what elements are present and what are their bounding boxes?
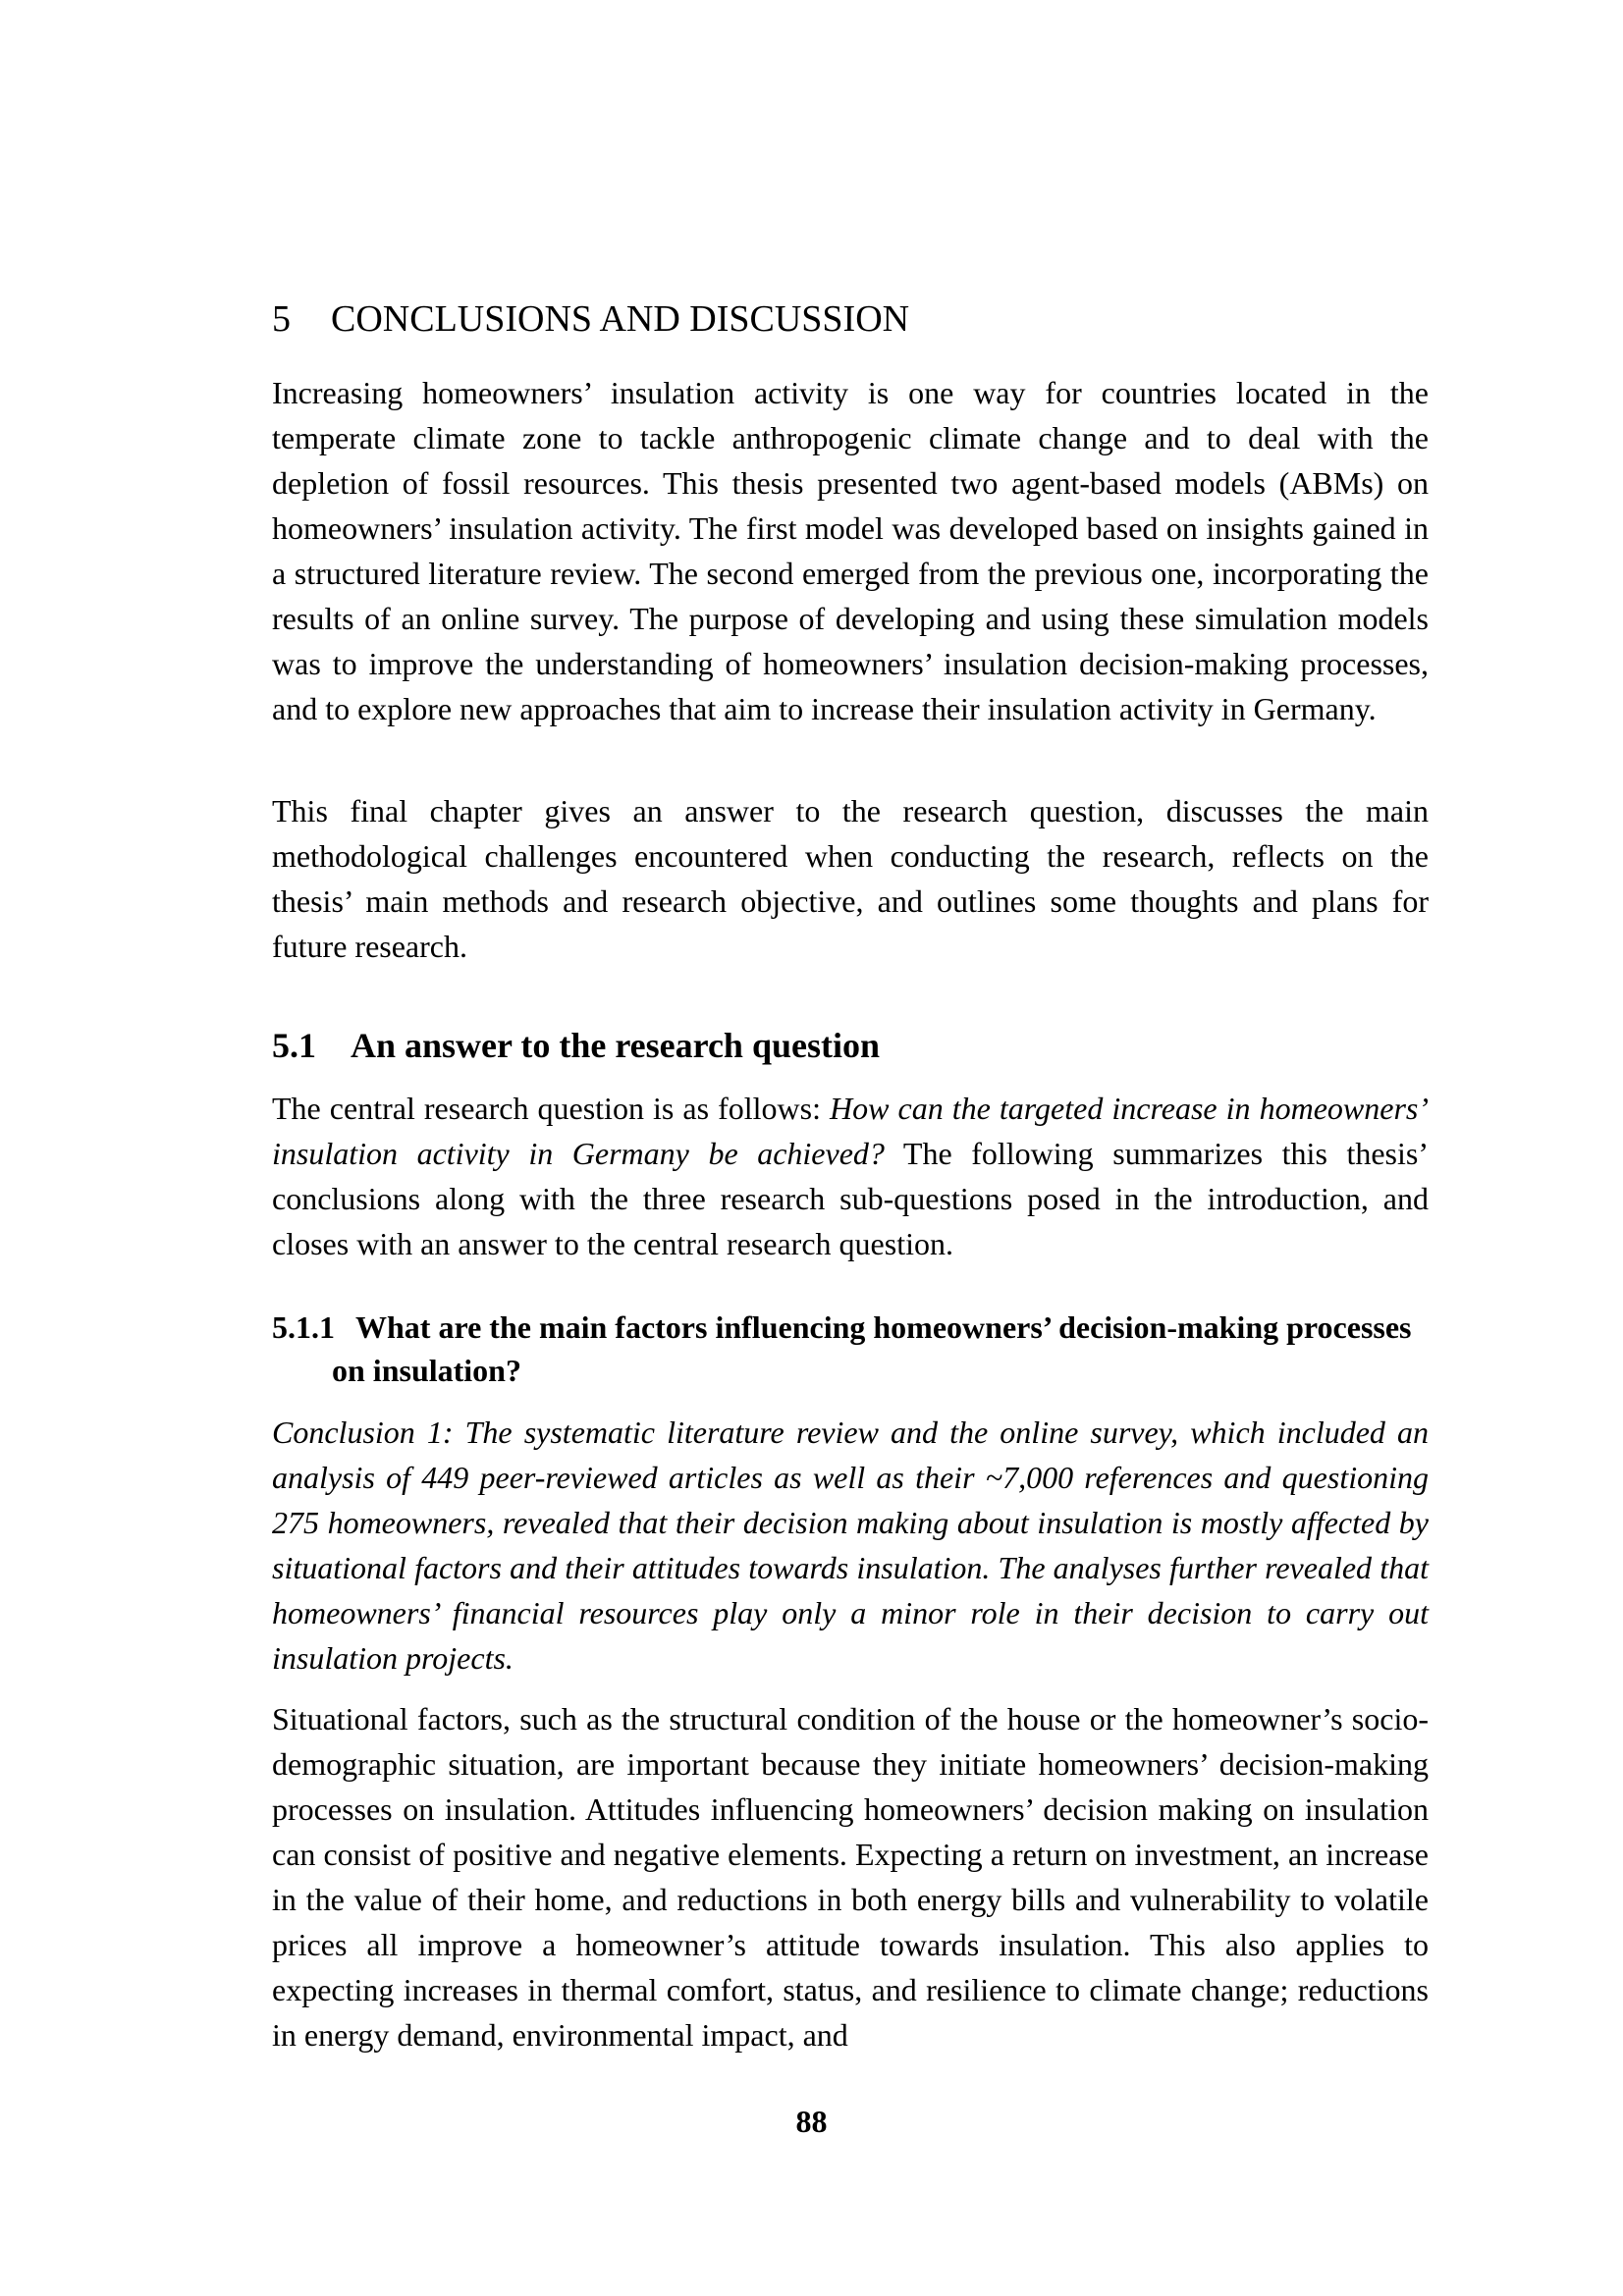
paragraph-tail: The following summarizes this thesis’ conclusions along with the three research sub-questions posed in the introduction, and closes with an answer to the central research question. bbox=[272, 1136, 1430, 1261]
subsection-title: What are the main factors influencing homeowners’ decision-making processes on insulation? bbox=[332, 1309, 1412, 1388]
situational-factors-paragraph: Situational factors, such as the structural condition of the house or the homeowner’s socio-demographic situation, are important because they initiate homeowners’ decision-making processes on insulation. Attitudes influencing homeowners’ decision making on insulation can consist of positive and negative elements. Expecting a return on investment, an increase in the value of their home, and reductions in both energy bills and vulnerability to volatile prices all improve a homeowner’s attitude towards insulation. This also applies to expecting increases in thermal comfort, status, and resilience to climate change; reductions in energy demand, environmental impact, and bbox=[272, 1701, 1429, 2053]
research-question-paragraph bbox=[272, 1086, 1429, 1266]
section-number: 5.1 bbox=[272, 1026, 316, 1065]
page-number: 88 bbox=[795, 2104, 828, 2139]
chapter-title: CONCLUSIONS AND DISCUSSION bbox=[331, 298, 910, 340]
chapter-heading bbox=[272, 296, 1429, 342]
research-question: How can the targeted increase in homeowners’ insulation activity in Germany be achieved? bbox=[272, 1091, 1430, 1171]
intro-paragraph-1: Increasing homeowners’ insulation activity is one way for countries located in the temperate climate zone to tackle anthropogenic climate change and to deal with the depletion of fossil resources. This thesis presented two agent-based models (ABMs) on homeowners’ insulation activity. The first model was developed based on insights gained in a structured literature review. The second emerged from the previous one, incorporating the results of an online survey. The purpose of developing and using these simulation models was to improve the understanding of homeowners’ insulation decision-making processes, and to explore new approaches that aim to increase their insulation activity in Germany. bbox=[272, 375, 1429, 726]
section-title: An answer to the research question bbox=[351, 1026, 880, 1065]
section-heading-5-1 bbox=[272, 1023, 1429, 1068]
intro-paragraph-2: This final chapter gives an answer to the research question, discusses the main methodological challenges encountered when conducting the research, reflects on the thesis’ main methods and research objective, and outlines some thoughts and plans for future research. bbox=[272, 793, 1429, 964]
chapter-number: 5 bbox=[272, 298, 291, 340]
subsection-heading-5-1-1 bbox=[272, 1306, 1429, 1392]
paragraph-lead: The central research question is as follows: bbox=[272, 1091, 831, 1126]
subsection-number: 5.1.1 bbox=[272, 1309, 335, 1345]
conclusion-1: Conclusion 1: The systematic literature review and the online survey, which included an analysis of 449 peer-reviewed articles as well as their ~7,000 references and questioning 275 homeowners, revealed that their decision making about insulation is mostly affected by situational factors and their attitudes towards insulation. The analyses further revealed that homeowners’ financial resources play only a minor role in their decision to carry out insulation projects. bbox=[272, 1415, 1429, 1676]
